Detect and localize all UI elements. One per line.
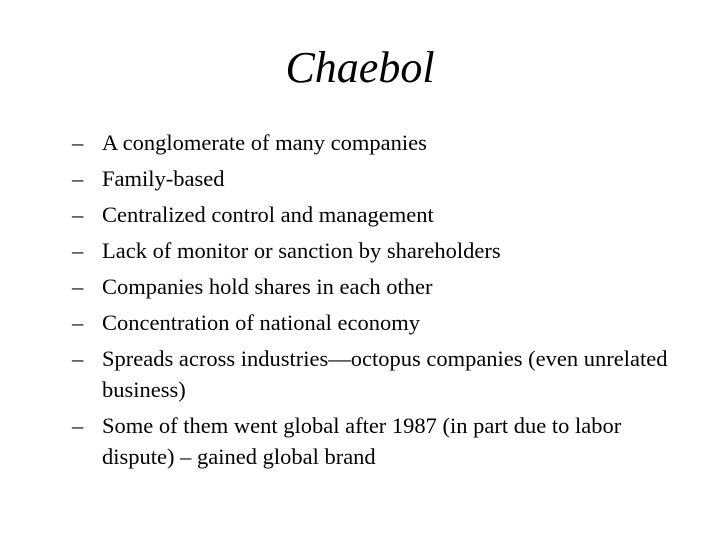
bullet-dash: –	[72, 274, 84, 299]
bullet-dash: –	[72, 346, 84, 371]
bullet-text: Family-based	[102, 166, 225, 191]
bullet-item	[72, 343, 672, 405]
bullet-dash: –	[72, 238, 84, 263]
bullet-item	[72, 235, 672, 266]
bullet-dash: –	[72, 166, 84, 191]
bullet-item	[72, 163, 672, 194]
bullet-text: Centralized control and management	[102, 202, 434, 227]
bullet-text: Some of them went global after 1987 (in part due to labor dispute) – gained global brand	[102, 413, 622, 469]
bullet-text: Lack of monitor or sanction by shareholders	[102, 238, 501, 263]
bullet-item	[72, 307, 672, 338]
bullet-dash: –	[72, 130, 84, 155]
bullet-text: Spreads across industries—octopus companies (even unrelated business)	[102, 346, 668, 402]
bullet-dash: –	[72, 310, 84, 335]
bullet-item	[72, 199, 672, 230]
bullet-item	[72, 410, 672, 472]
slide-title: Chaebol	[285, 43, 435, 92]
bullet-dash: –	[72, 413, 84, 438]
bullet-list	[72, 127, 672, 477]
bullet-dash: –	[72, 202, 84, 227]
bullet-text: Concentration of national economy	[102, 310, 421, 335]
bullet-text: Companies hold shares in each other	[102, 274, 433, 299]
bullet-text: A conglomerate of many companies	[102, 130, 427, 155]
bullet-item	[72, 271, 672, 302]
bullet-item	[72, 127, 672, 158]
